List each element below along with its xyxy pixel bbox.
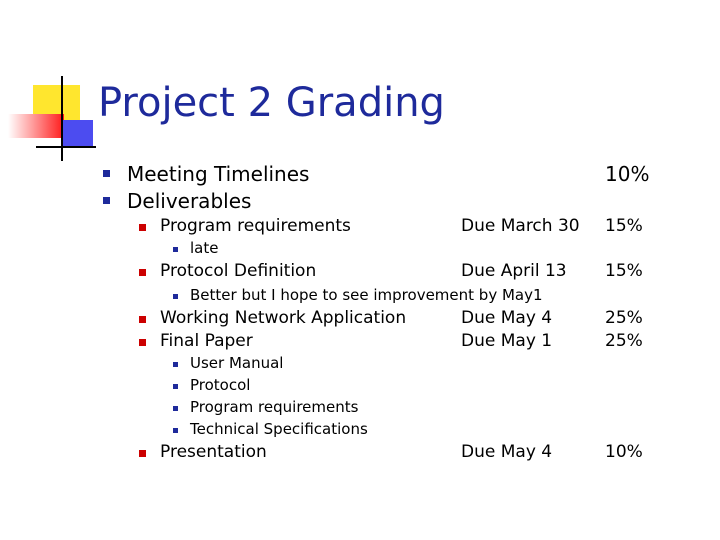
deliverable-label: Program requirements <box>160 216 351 236</box>
bullet-square-icon <box>139 450 146 457</box>
bullet-square-icon <box>139 269 146 276</box>
bullet-square-icon <box>173 384 178 389</box>
deliverable-due: Due April 13 <box>461 261 567 281</box>
note-item: Better but I hope to see improvement by May1 <box>190 286 543 304</box>
bullet-square-icon <box>139 224 146 231</box>
logo-blue-square <box>63 120 93 146</box>
bullet-square-icon <box>103 197 110 204</box>
deliverable-due: Due May 4 <box>461 442 553 462</box>
item-label: Meeting Timelines <box>127 162 310 186</box>
bullet-square-icon <box>139 339 146 346</box>
bullet-square-icon <box>103 170 110 177</box>
bullet-square-icon <box>173 294 178 299</box>
bullet-square-icon <box>139 316 146 323</box>
bullet-square-icon <box>173 247 178 252</box>
deliverable-due: Due March 30 <box>461 216 580 236</box>
deliverable-label: Final Paper <box>160 331 253 351</box>
deliverable-due: Due May 1 <box>461 331 553 351</box>
item-weight: 10% <box>605 162 650 186</box>
deliverable-due: Due May 4 <box>461 308 553 328</box>
slide-title: Project 2 Grading <box>98 80 445 126</box>
deliverable-weight: 25% <box>605 331 643 351</box>
bullet-square-icon <box>173 406 178 411</box>
deliverable-weight: 15% <box>605 261 643 281</box>
bullet-square-icon <box>173 428 178 433</box>
note-item: Protocol <box>190 376 251 394</box>
note-item: Program requirements <box>190 398 359 416</box>
logo-horizontal-line <box>36 146 96 148</box>
item-label: Deliverables <box>127 189 252 213</box>
deliverable-label: Working Network Application <box>160 308 407 328</box>
note-item: Technical Specifications <box>190 420 368 438</box>
logo-red-bar <box>8 114 64 138</box>
note-item: User Manual <box>190 354 284 372</box>
deliverable-weight: 25% <box>605 308 643 328</box>
logo-vertical-line <box>61 76 63 161</box>
deliverable-weight: 10% <box>605 442 643 462</box>
note-item: late <box>190 239 219 257</box>
bullet-square-icon <box>173 362 178 367</box>
deliverable-label: Presentation <box>160 442 267 462</box>
deliverable-label: Protocol Definition <box>160 261 317 281</box>
deliverable-weight: 15% <box>605 216 643 236</box>
